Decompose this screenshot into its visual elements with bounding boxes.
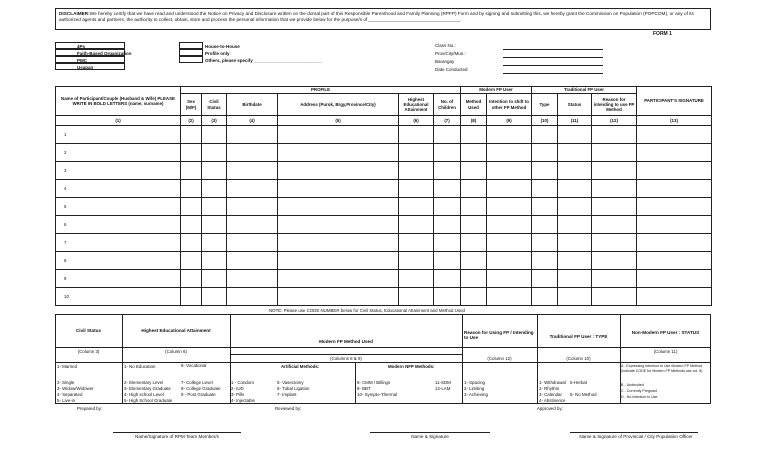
legend-item: 5-Herbal: [570, 380, 587, 385]
table-cell[interactable]: [558, 216, 592, 234]
table-cell[interactable]: [434, 162, 461, 180]
checkbox-pmc[interactable]: [55, 56, 125, 63]
table-row: [56, 162, 712, 180]
table-cell[interactable]: [532, 162, 558, 180]
legend-status-title: Non-Modern FP User : STATUS: [631, 330, 700, 335]
legend-item: 2- IUD: [231, 386, 244, 391]
table-cell[interactable]: [278, 198, 399, 216]
table-cell[interactable]: [181, 144, 202, 162]
table-row: [56, 216, 712, 234]
header-modern-fp: Modern FP User: [461, 87, 532, 94]
table-cell[interactable]: [278, 252, 399, 270]
col-number: (2): [181, 116, 202, 126]
col-number: (9): [487, 116, 532, 126]
prepared-caption: Name/Signature of RPM Team Member/s: [135, 434, 219, 439]
prov-city-field[interactable]: [503, 57, 603, 58]
table-row: [56, 270, 712, 288]
legend-item: 1- Married: [57, 364, 78, 369]
table-cell[interactable]: [461, 216, 487, 234]
legend-status-column: (Column 11): [653, 349, 678, 354]
legend-item: 7- Implant: [277, 392, 297, 397]
header-address: Address (Purok, Brgy,Province/City): [278, 94, 399, 116]
col-number: (1): [56, 116, 181, 126]
col-number: (6): [399, 116, 434, 126]
table-cell[interactable]: [227, 216, 278, 234]
legend-item: 3- Widow/Widower: [57, 386, 94, 391]
table-cell[interactable]: [558, 270, 592, 288]
barangay-label: Barangay: [435, 59, 455, 64]
header-traditional-fp: Traditional FP User: [532, 87, 637, 94]
checkbox-label-4ps: 4Ps: [77, 43, 86, 49]
table-cell[interactable]: [592, 234, 637, 252]
legend-item: 1 - Condom: [231, 380, 254, 385]
disclaimer-box: [55, 8, 711, 30]
legend-item: 8- CMM / Billings: [357, 380, 391, 385]
table-cell[interactable]: [202, 216, 227, 234]
table-cell[interactable]: [278, 126, 399, 144]
legend-reason-column: (Column 12): [487, 356, 512, 361]
table-cell[interactable]: [461, 270, 487, 288]
table-cell[interactable]: [202, 162, 227, 180]
table-cell[interactable]: [434, 252, 461, 270]
checkbox-house-to-house[interactable]: [179, 42, 203, 49]
table-cell[interactable]: [278, 144, 399, 162]
table-cell[interactable]: [487, 288, 532, 306]
table-cell[interactable]: [434, 126, 461, 144]
legend-item: 1- Spacing: [464, 380, 485, 385]
legend-civil-status-column: (Column 3): [77, 349, 100, 354]
table-cell[interactable]: [532, 180, 558, 198]
checkbox-profile-only[interactable]: [179, 49, 203, 56]
table-cell[interactable]: [558, 126, 592, 144]
participant-table: [55, 86, 712, 306]
legend-item: 6- Vocational: [181, 363, 207, 368]
table-cell[interactable]: [181, 252, 202, 270]
table-cell[interactable]: [202, 234, 227, 252]
legend-item: 3- Pills: [231, 392, 245, 397]
code-note: NOTE: Please use CODE NUMBER below for Civil Status, Educational Attainment and Method Used: [269, 308, 465, 313]
rpfp-form-page: [55, 8, 711, 458]
table-row: [56, 288, 712, 306]
form-number: FORM 1: [653, 31, 672, 37]
col-number: (10): [532, 116, 558, 126]
legend-item: 9- BBT: [357, 386, 371, 391]
table-cell[interactable]: [202, 270, 227, 288]
legend-item: 12-LAM: [435, 386, 451, 391]
table-cell[interactable]: [592, 270, 637, 288]
table-cell[interactable]: [487, 252, 532, 270]
table-cell[interactable]: [637, 180, 712, 198]
legend-item: 2- Rhythm: [539, 386, 560, 391]
table-cell[interactable]: [461, 252, 487, 270]
col-number: (5): [278, 116, 399, 126]
table-cell[interactable]: [278, 234, 399, 252]
table-cell[interactable]: [532, 288, 558, 306]
col-number: (11): [558, 116, 592, 126]
table-cell[interactable]: [227, 126, 278, 144]
header-signature: PARTICIPANT'S SIGNATURE: [637, 87, 712, 116]
table-cell[interactable]: [461, 162, 487, 180]
legend-item: 2- Limiting: [464, 386, 485, 391]
table-cell[interactable]: [487, 144, 532, 162]
table-row: [56, 180, 712, 198]
legend-item: 6- Tubal Ligation: [277, 386, 310, 391]
table-row: [56, 252, 712, 270]
disclaimer-text: We hereby certify that we have read and understood the Notice on Privacy and Disclosure written on the dorsal part of this Responsible Parenthood and Family Planning (RPFP) Form and by signing and submitting this, we hereby grant the Commission on Population (POPCOM), or any of its authorized agents and partners, the authority to collect, obtain, store and process the personal information that we provide below for the purpose/s of ___________________________________.: [59, 11, 694, 23]
table-cell[interactable]: [227, 180, 278, 198]
legend-item: 2- Elementary Level: [124, 380, 164, 385]
barangay-field[interactable]: [503, 65, 603, 66]
table-cell[interactable]: [461, 198, 487, 216]
table-cell[interactable]: [399, 180, 434, 198]
header-profile: PROFILE: [181, 87, 461, 94]
table-cell[interactable]: [637, 144, 712, 162]
legend-item: 3- Calendar: [539, 392, 562, 397]
header-status: Status: [558, 94, 592, 116]
legend-nfp-title: Modern NFP Methods:: [388, 364, 435, 369]
col-number: (3): [202, 116, 227, 126]
date-conducted-label: Date Conducted: [435, 67, 468, 72]
table-cell[interactable]: [461, 126, 487, 144]
row-number-cell[interactable]: 10: [56, 288, 181, 306]
table-cell[interactable]: [227, 198, 278, 216]
legend-item: 6- No Method: [570, 392, 597, 397]
legend-item: 3- Elementary Graduate: [124, 386, 171, 391]
approved-by-label: Approved by:: [537, 406, 563, 411]
table-cell[interactable]: [487, 180, 532, 198]
participant-rows: [56, 126, 712, 306]
approved-caption: Name & Signature of Provincial / City Population Officer: [579, 434, 693, 439]
table-cell[interactable]: [278, 270, 399, 288]
table-row: [56, 144, 712, 162]
table-cell[interactable]: [461, 288, 487, 306]
table-cell[interactable]: [637, 198, 712, 216]
legend-item: 5- High School Graduate: [124, 398, 173, 403]
table-cell[interactable]: [278, 162, 399, 180]
table-cell[interactable]: [399, 126, 434, 144]
table-cell[interactable]: [592, 252, 637, 270]
legend-item: 5- Vasectomy: [277, 380, 304, 385]
table-cell[interactable]: [202, 180, 227, 198]
table-cell[interactable]: [558, 162, 592, 180]
checkbox-others[interactable]: [179, 56, 203, 63]
reviewed-by-label: Reviewed by:: [275, 406, 302, 411]
table-cell[interactable]: [637, 288, 712, 306]
checkbox-label-pmc: PMC: [77, 57, 87, 63]
legend-item: 8- College Graduate: [181, 386, 221, 391]
table-cell[interactable]: [181, 288, 202, 306]
table-cell[interactable]: [399, 162, 434, 180]
table-cell[interactable]: [487, 126, 532, 144]
table-cell[interactable]: [434, 180, 461, 198]
legend-item: D - No Intention to Use: [621, 395, 658, 399]
table-cell[interactable]: [637, 162, 712, 180]
table-cell[interactable]: [487, 234, 532, 252]
row-number-cell[interactable]: 8: [56, 252, 181, 270]
legend-item: 10- Sympto-Thermal: [357, 392, 398, 397]
col-number: (13): [637, 116, 712, 126]
table-cell[interactable]: [181, 234, 202, 252]
class-no-field[interactable]: [503, 49, 603, 50]
header-children: No. of Children: [434, 94, 461, 116]
table-cell[interactable]: [558, 288, 592, 306]
table-cell[interactable]: [202, 288, 227, 306]
checkbox-label-others: Others, please specify ___________________________: [205, 57, 322, 63]
legend-traditional-type-title: Traditional FP User : TYPE: [549, 334, 608, 339]
legend-item: C - Currently Pregnant: [621, 389, 657, 393]
table-cell[interactable]: [592, 216, 637, 234]
table-cell[interactable]: [592, 126, 637, 144]
table-cell[interactable]: [532, 270, 558, 288]
legend-item: 3- Achieving: [464, 392, 488, 397]
table-cell[interactable]: [278, 288, 399, 306]
table-cell[interactable]: [399, 270, 434, 288]
table-cell[interactable]: [227, 252, 278, 270]
table-cell[interactable]: [202, 126, 227, 144]
row-number-cell[interactable]: 9: [56, 270, 181, 288]
table-cell[interactable]: [181, 126, 202, 144]
table-cell[interactable]: [434, 234, 461, 252]
table-cell[interactable]: [202, 198, 227, 216]
legend-item: 2- Single: [57, 380, 75, 385]
table-cell[interactable]: [399, 252, 434, 270]
legend-modern-method-title: Modern FP Method Used: [319, 339, 373, 344]
header-birthdate: Birthdate: [227, 94, 278, 116]
legend-item: 4- Abstinence: [539, 398, 566, 403]
legend-item: 4- Injectable: [231, 398, 255, 403]
disclaimer-label: DISCLAIMER:: [59, 11, 90, 16]
prepared-signature-line[interactable]: [113, 432, 241, 433]
header-civil-status: Civil Status: [202, 94, 227, 116]
column-number-row: [56, 116, 712, 126]
row-number-cell[interactable]: 3: [56, 162, 181, 180]
table-cell[interactable]: [434, 198, 461, 216]
table-cell[interactable]: [227, 270, 278, 288]
legend-item: 7- College Level: [181, 380, 213, 385]
table-cell[interactable]: [181, 180, 202, 198]
checkbox-4ps[interactable]: [55, 42, 125, 49]
table-cell[interactable]: [558, 144, 592, 162]
header-name: Name of Participant/Couple (Husband & Wife) PLEASE WRITE IN BOLD LETTERS (name, surname): [56, 87, 181, 116]
table-cell[interactable]: [592, 144, 637, 162]
table-cell[interactable]: [532, 198, 558, 216]
table-cell[interactable]: [532, 234, 558, 252]
table-row: [56, 126, 712, 144]
row-number-cell[interactable]: 2: [56, 144, 181, 162]
table-cell[interactable]: [637, 126, 712, 144]
reviewed-signature-line[interactable]: [370, 432, 490, 433]
prov-city-label: Prov/City/Mun.:: [435, 51, 466, 56]
table-cell[interactable]: [202, 144, 227, 162]
table-cell[interactable]: [558, 252, 592, 270]
table-cell[interactable]: [592, 198, 637, 216]
prepared-by-label: Prepared by:: [77, 406, 103, 411]
header-education: Highest Educational Attainment: [399, 94, 434, 116]
legend-modern-method-column: (Columns 8 & 9): [330, 356, 362, 361]
table-cell[interactable]: [434, 288, 461, 306]
table-cell[interactable]: [592, 162, 637, 180]
legend-item: 4- High school Level: [124, 392, 164, 397]
table-cell[interactable]: [558, 234, 592, 252]
table-cell[interactable]: [487, 216, 532, 234]
table-cell[interactable]: [278, 216, 399, 234]
table-cell[interactable]: [532, 144, 558, 162]
table-cell[interactable]: [181, 198, 202, 216]
table-cell[interactable]: [532, 252, 558, 270]
legend-item: 9 - Post Graduate: [181, 392, 216, 397]
table-row: [56, 234, 712, 252]
header-type: Type: [532, 94, 558, 116]
legend-item: 5- Live-in: [57, 398, 76, 403]
table-row: [56, 198, 712, 216]
table-cell[interactable]: [399, 216, 434, 234]
table-cell[interactable]: [592, 180, 637, 198]
table-cell[interactable]: [637, 234, 712, 252]
legend-civil-status-title: Civil Status: [75, 328, 102, 333]
table-cell[interactable]: [532, 126, 558, 144]
table-cell[interactable]: [181, 216, 202, 234]
col-number: (7): [434, 116, 461, 126]
table-cell[interactable]: [487, 162, 532, 180]
approved-signature-line[interactable]: [570, 432, 698, 433]
legend-item: 1- No Education: [124, 364, 156, 369]
legend-education-column: (Column 6): [165, 349, 187, 354]
table-cell[interactable]: [202, 252, 227, 270]
row-number-cell[interactable]: 4: [56, 180, 181, 198]
table-cell[interactable]: [399, 198, 434, 216]
table-cell[interactable]: [399, 144, 434, 162]
col-number: (12): [592, 116, 637, 126]
table-cell[interactable]: [434, 216, 461, 234]
table-cell[interactable]: [461, 234, 487, 252]
legend-artificial-title: Artificial Methods:: [281, 364, 320, 369]
table-cell[interactable]: [461, 180, 487, 198]
table-cell[interactable]: [592, 288, 637, 306]
table-cell[interactable]: [558, 180, 592, 198]
table-cell[interactable]: [399, 234, 434, 252]
row-number-cell[interactable]: 7: [56, 234, 181, 252]
table-cell[interactable]: [181, 162, 202, 180]
table-cell[interactable]: [434, 270, 461, 288]
legend-education-title: Highest Educational Attainment: [141, 328, 211, 333]
table-cell[interactable]: [227, 162, 278, 180]
legend-item: B - Undecided: [621, 383, 644, 387]
table-cell[interactable]: [487, 198, 532, 216]
class-no-label: Class No.:: [435, 43, 456, 48]
table-cell[interactable]: [278, 180, 399, 198]
table-cell[interactable]: [637, 216, 712, 234]
legend-traditional-column: (Column 10): [566, 356, 591, 361]
checkbox-label-faith-based: Faith-Based Organization: [77, 50, 132, 56]
col-number: (4): [227, 116, 278, 126]
row-number-cell[interactable]: 1: [56, 126, 181, 144]
legend-reason-title: Reason for Using FP / Intending to Use: [464, 330, 534, 341]
header-reason: Reason for intending to use FP Method: [592, 94, 637, 116]
legend-item: A - Expressing Intention to Use Modern FP Method (Indicate CODE for Modern FP Methods use col. 8): [621, 364, 703, 373]
table-cell[interactable]: [487, 270, 532, 288]
header-intention-shift: Intention to shift to other FP Method: [487, 94, 532, 116]
legend-item: 1- Withdrawal: [539, 380, 566, 385]
table-cell[interactable]: [227, 288, 278, 306]
table-cell[interactable]: [637, 270, 712, 288]
row-number-cell[interactable]: 5: [56, 198, 181, 216]
checkbox-label-profile-only: Profile only: [205, 50, 230, 56]
legend-item: 4- Separated: [57, 392, 83, 397]
checkbox-label-usapan: Usapan: [77, 64, 94, 70]
row-number-cell[interactable]: 6: [56, 216, 181, 234]
table-cell[interactable]: [558, 198, 592, 216]
table-cell[interactable]: [532, 216, 558, 234]
table-cell[interactable]: [399, 288, 434, 306]
table-cell[interactable]: [637, 252, 712, 270]
col-number: (8): [461, 116, 487, 126]
legend-item: 11-SDM: [435, 380, 451, 385]
checkbox-label-house-to-house: House-to-House: [205, 43, 240, 49]
table-cell[interactable]: [461, 144, 487, 162]
table-cell[interactable]: [227, 234, 278, 252]
table-cell[interactable]: [227, 144, 278, 162]
header-sex: Sex (M/F): [181, 94, 202, 116]
table-cell[interactable]: [181, 270, 202, 288]
header-method-used: Method Used: [461, 94, 487, 116]
table-cell[interactable]: [434, 144, 461, 162]
date-conducted-field[interactable]: [503, 73, 603, 74]
reviewed-caption: Name & Signature: [411, 434, 449, 439]
